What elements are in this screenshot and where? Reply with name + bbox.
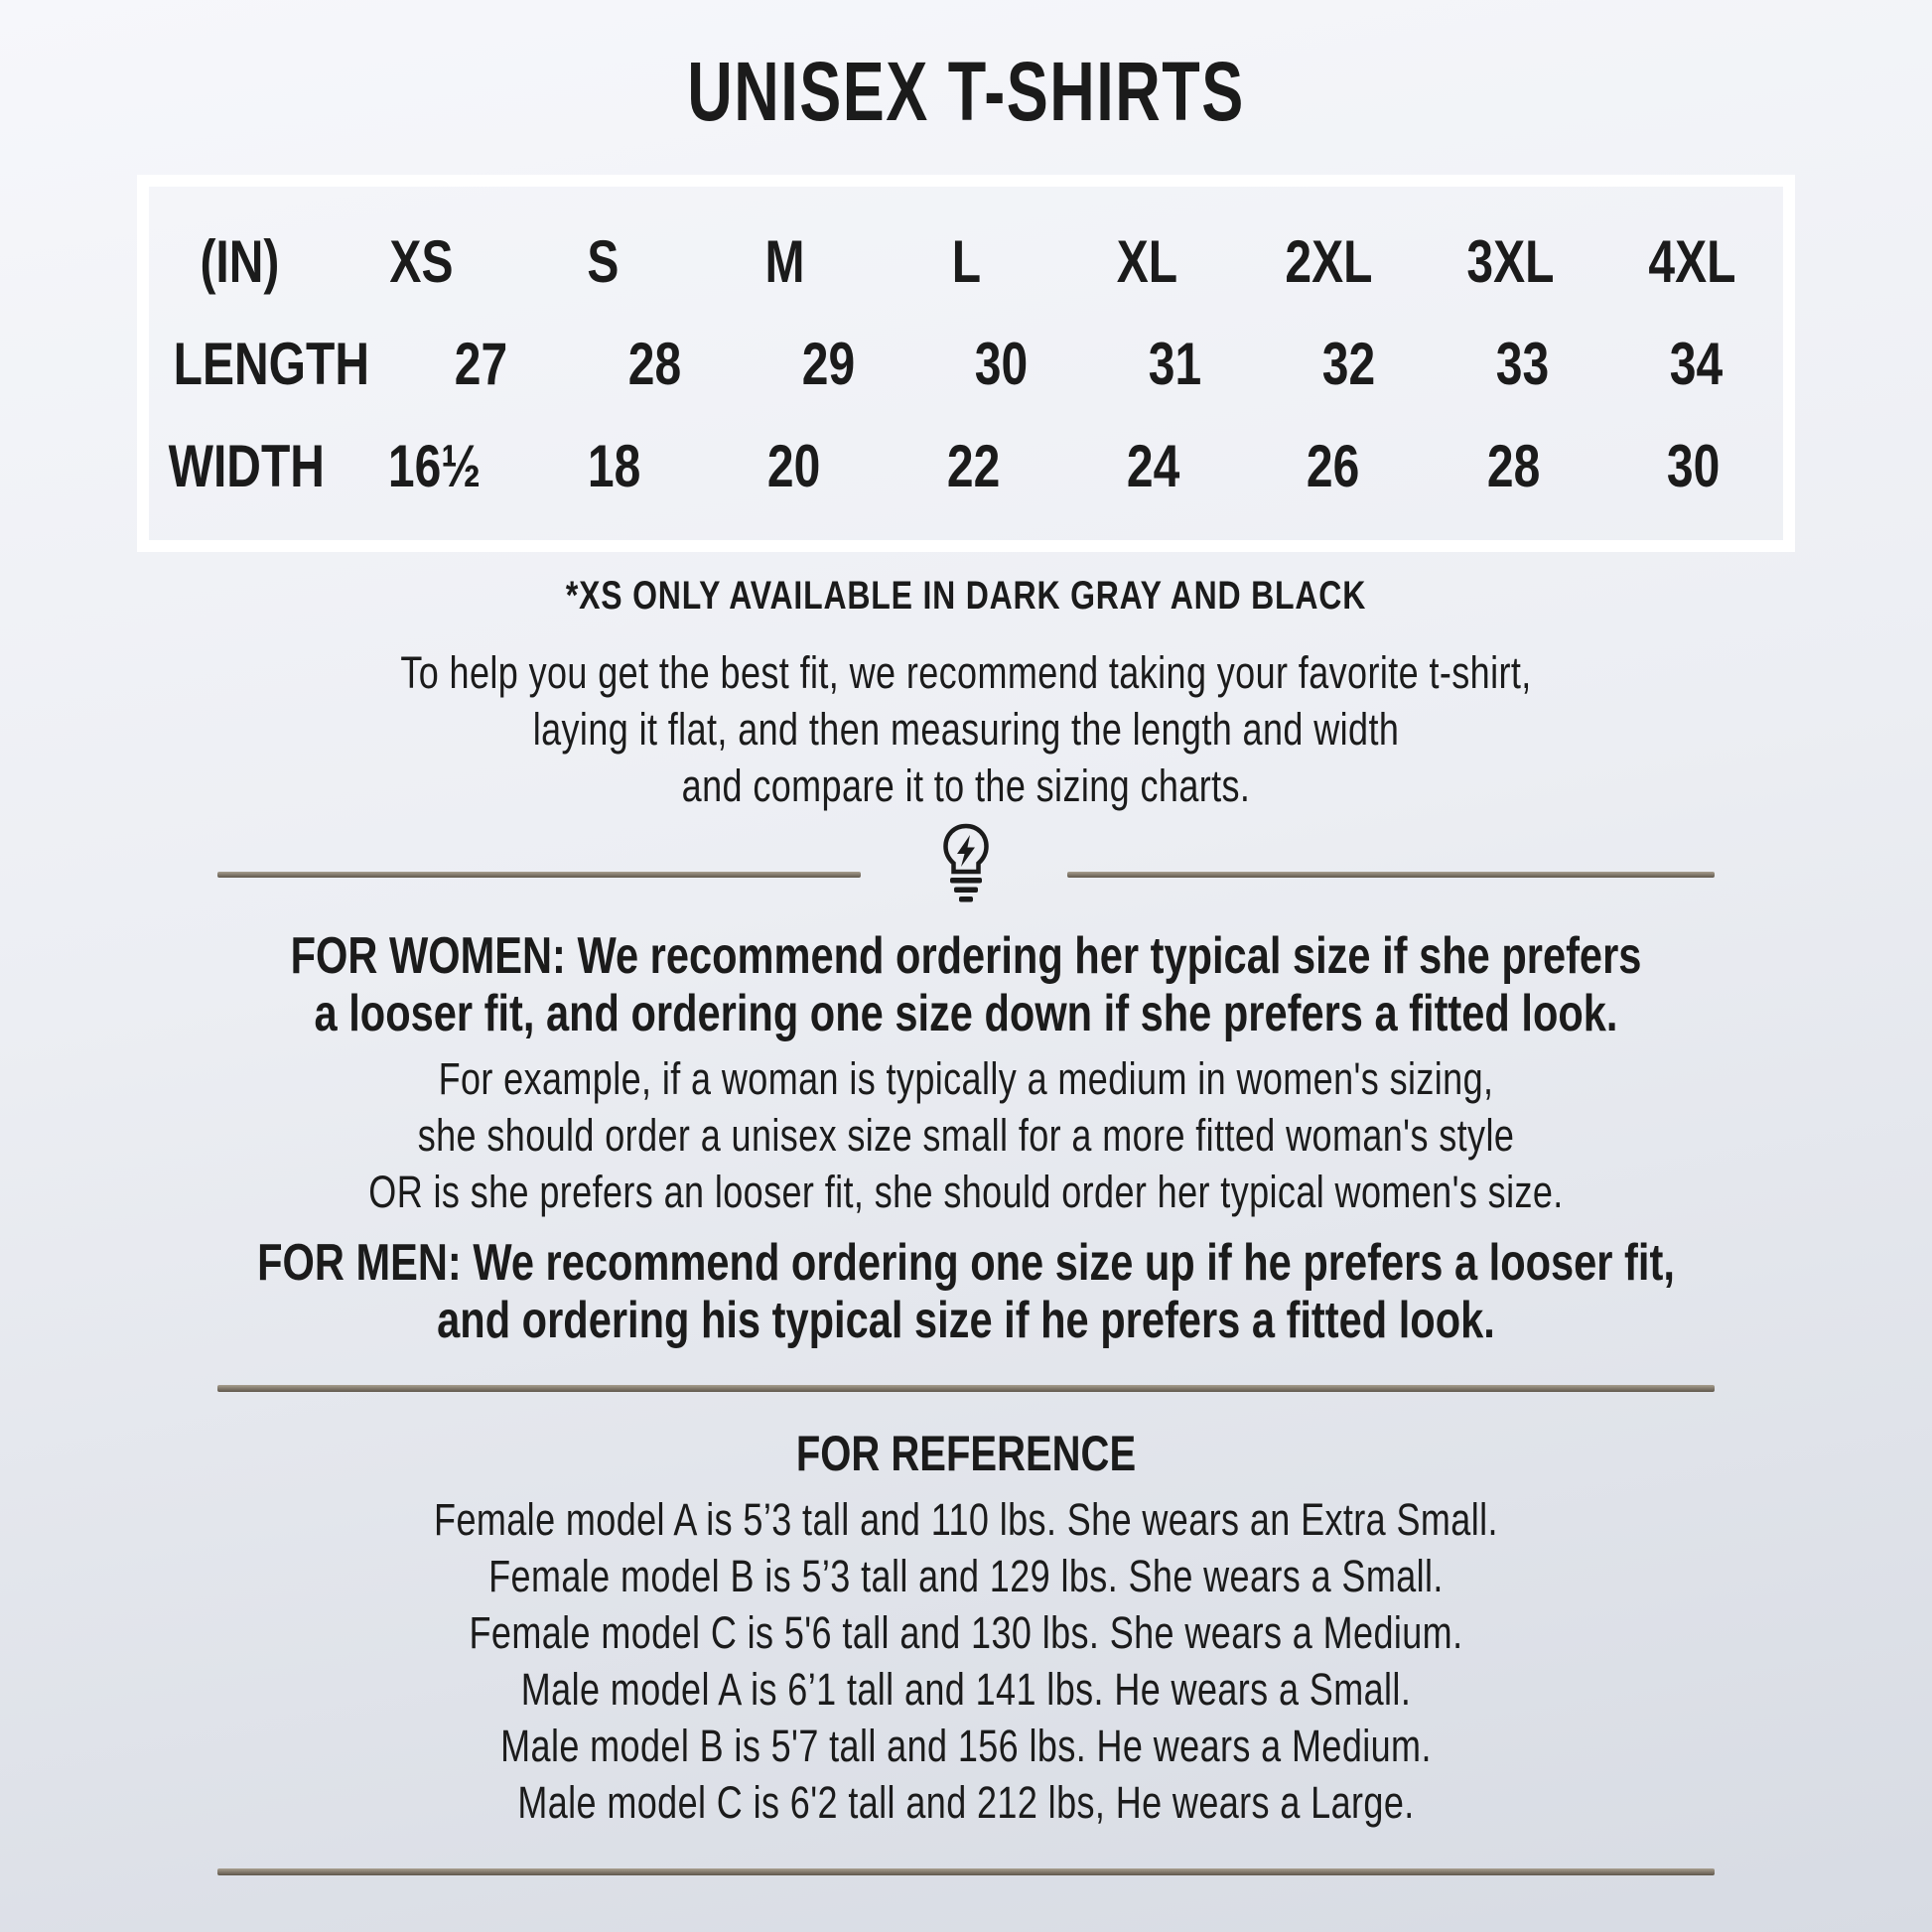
length-value-4xl: 34 [1669,330,1724,397]
divider-line-left [217,872,861,878]
width-value-m: 20 [766,433,821,500]
length-row [149,330,1783,398]
reference-heading: FOR REFERENCE [795,1426,1137,1482]
reference-line: Female model B is 5’3 tall and 129 lbs. She wears a Small. [488,1551,1444,1602]
fit-tip-line: laying it flat, and then measuring the length and width [532,704,1400,756]
size-column-header-2xl: 2XL [1285,227,1373,295]
women-example [0,1050,1932,1220]
width-row [149,432,1783,500]
size-column-header-xs: XS [389,227,454,295]
size-column-header-xl: XL [1117,227,1178,295]
women-recommendation-line: FOR WOMEN: We recommend ordering her typical size if she prefers [290,927,1642,986]
reference-line: Female model A is 5’3 tall and 110 lbs. She wears an Extra Small. [434,1494,1498,1546]
men-recommendation [0,1234,1932,1349]
size-column-header-4xl: 4XL [1648,227,1736,295]
women-example-line: For example, if a woman is typically a medium in women's sizing, [438,1053,1494,1105]
size-table [137,175,1795,552]
size-column-header-m: M [764,227,805,295]
women-example-line: OR is she prefers an looser fit, she should order her typical women's size. [368,1167,1564,1218]
width-row-label: WIDTH [168,433,325,500]
length-value-xl: 31 [1149,330,1202,397]
width-value-xs: 16½ [387,433,481,500]
women-example-line: she should order a unisex size small for a more fitted woman's style [417,1110,1515,1162]
size-column-header-s: S [587,227,620,295]
width-value-2xl: 26 [1307,433,1360,500]
length-value-l: 30 [975,330,1029,397]
length-value-3xl: 33 [1495,330,1550,397]
women-recommendation [0,927,1932,1042]
width-value-l: 22 [947,433,1001,500]
tip-divider [217,822,1715,917]
size-table-header-row [149,227,1783,296]
length-value-xs: 27 [454,330,507,397]
lightbulb-icon [935,822,997,922]
length-value-2xl: 32 [1322,330,1376,397]
size-column-header-l: L [951,227,981,295]
unit-label: (IN) [200,227,280,295]
men-recommendation-line: FOR MEN: We recommend ordering one size up if he prefers a looser fit, [257,1234,1675,1293]
fit-measurement-tip [0,644,1932,814]
width-value-3xl: 28 [1486,433,1540,500]
women-recommendation-line: a looser fit, and ordering one size down if she prefers a fitted look. [314,985,1618,1043]
men-recommendation-line: and ordering his typical size if he prefers a fitted look. [437,1292,1495,1350]
width-value-s: 18 [587,433,641,500]
width-value-xl: 24 [1127,433,1180,500]
length-value-s: 28 [627,330,681,397]
section-divider [217,1385,1715,1392]
reference-line: Male model B is 5'7 tall and 156 lbs. He wears a Medium. [500,1721,1432,1772]
fit-tip-line: To help you get the best fit, we recommend taking your favorite t-shirt, [400,647,1532,699]
reference-list [0,1491,1932,1831]
size-column-header-3xl: 3XL [1466,227,1555,295]
fit-tip-line: and compare it to the sizing charts. [681,760,1251,812]
page-title: UNISEX T-SHIRTS [687,45,1245,138]
xs-availability-note: *XS ONLY AVAILABLE IN DARK GRAY AND BLACK [565,574,1367,619]
length-value-m: 29 [801,330,855,397]
width-value-4xl: 30 [1666,433,1721,500]
divider-line-right [1067,872,1715,878]
reference-line: Male model A is 6’1 tall and 141 lbs. He wears a Small. [520,1664,1412,1716]
reference-line: Female model C is 5'6 tall and 130 lbs. She wears a Medium. [469,1607,1463,1659]
reference-line: Male model C is 6'2 tall and 212 lbs, He wears a Large. [517,1777,1415,1829]
length-row-label: LENGTH [173,330,369,397]
bottom-divider [217,1868,1715,1875]
